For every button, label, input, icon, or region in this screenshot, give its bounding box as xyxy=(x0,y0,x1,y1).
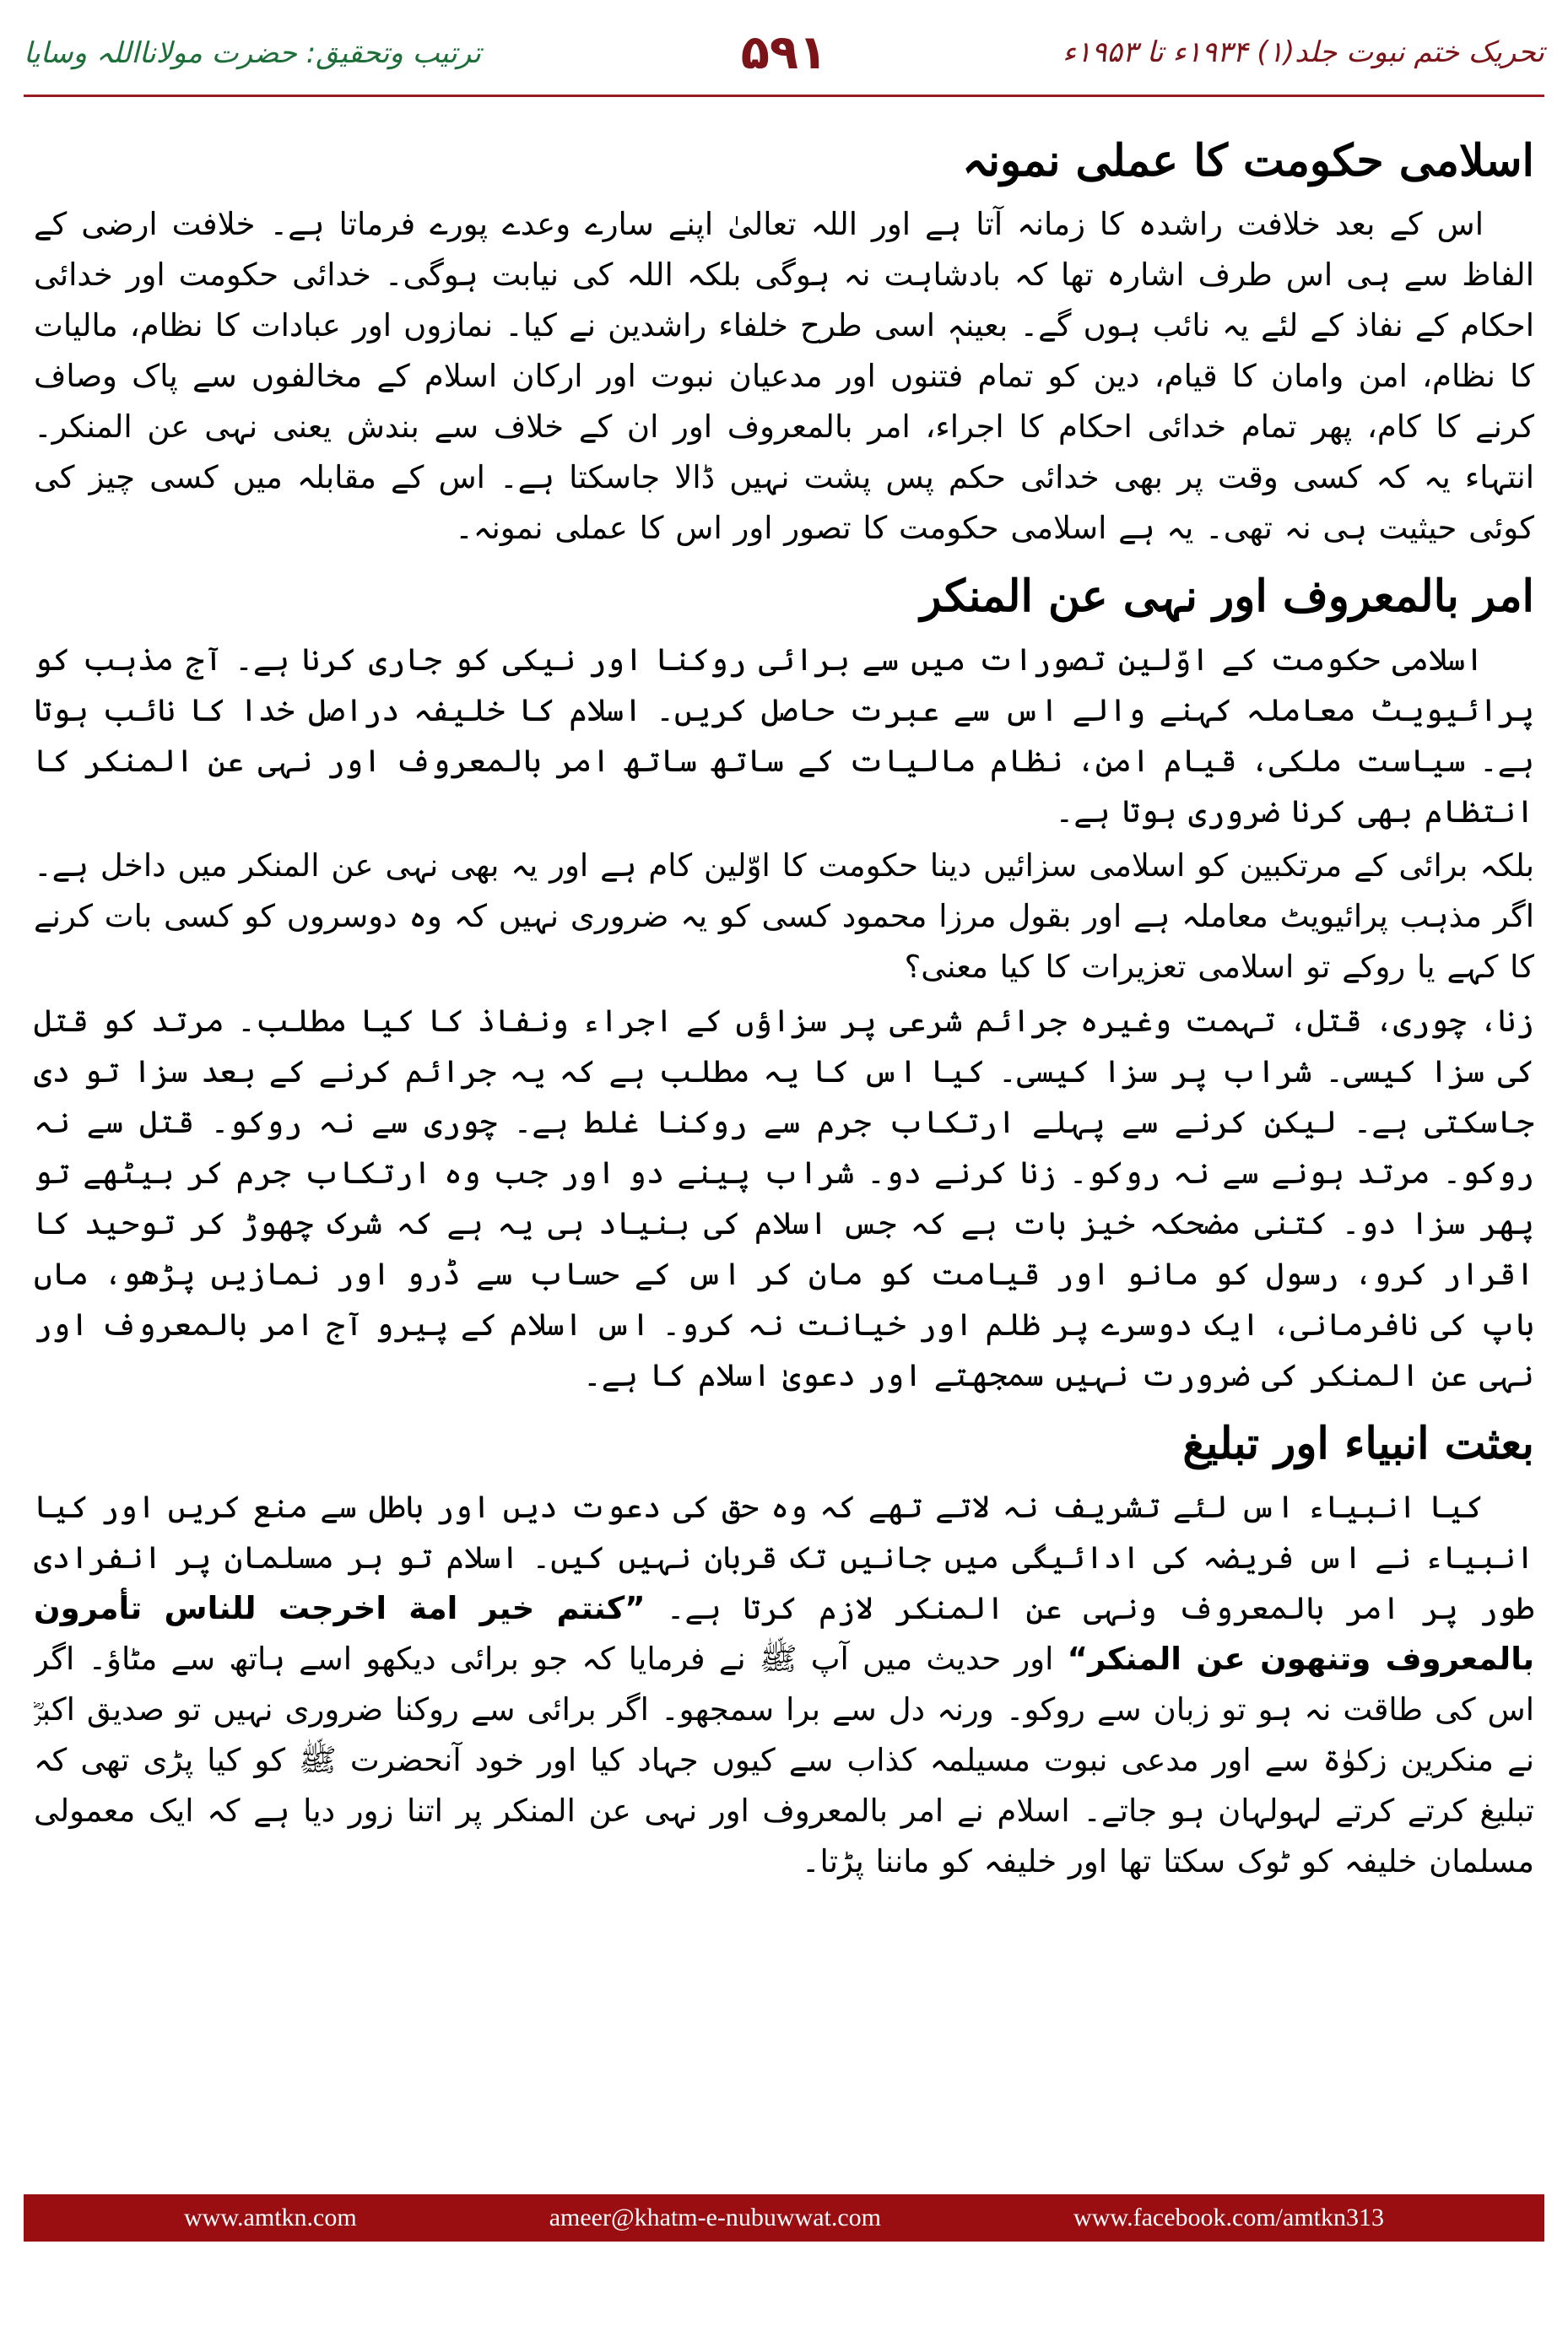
paragraph-text: کیا انبیاء اس لئے تشریف نہ لاتے تھے کہ وہ حق کی دعوت دیں اور باطل سے منع کریں اور کیا انبیاء نے اس فریضہ کی ادائیگی میں جانیں تک قربان نہیں کیں۔ اسلام تو ہر مسلمان پر انفرادی طور پر امر بالمعروف ونہی عن المنکر لازم کرتا ہے۔ xyxy=(34,1489,1534,1626)
paragraph: اس کے بعد خلافت راشدہ کا زمانہ آتا ہے اور اللہ تعالیٰ اپنے سارے وعدے پورے فرماتا ہے۔ خلافت ارضی کے الفاظ سے ہی اس طرف اشارہ تھا کہ بادشاہت نہ ہوگی بلکہ اللہ کی نیابت ہوگی۔ خدائی حکومت اور خدائی احکام کے نفاذ کے لئے یہ نائب ہوں گے۔ بعینہٖ اسی طرح خلفاء راشدین نے کیا۔ نمازوں اور عبادات کا نظام، مالیات کا نظام، امن وامان کا قیام، دین کو تمام فتنوں اور مدعیان نبوت اور ارکان اسلام کے مخالفوں سے پاک وصاف کرنے کا کام، پھر تمام خدائی احکام کا اجراء، امر بالمعروف اور ان کے خلاف سے بندش یعنی نہی عن المنکر۔ انتہاء یہ کہ کسی وقت پر بھی خدائی حکم پس پشت نہیں ڈالا جاسکتا ہے۔ اس کے مقابلہ میں کسی چیز کی کوئی حیثیت ہی نہ تھی۔ یہ ہے اسلامی حکومت کا تصور اور اس کا عملی نمونہ۔ xyxy=(34,206,1534,546)
footer-email-link[interactable]: ameer@khatm-e-nubuwwat.com xyxy=(549,2204,882,2231)
book-title: تحریک ختم نبوت جلد(۱) ۱۹۳۴ء تا ۱۹۵۳ء xyxy=(1062,35,1544,69)
page-header xyxy=(24,25,1544,84)
section-heading-amr-bil-maroof: امر بالمعروف اور نہی عن المنکر xyxy=(920,571,1534,622)
section-heading-prophets-and-tabligh: بعثت انبیاء اور تبلیغ xyxy=(1182,1418,1534,1469)
footer-bar xyxy=(24,2194,1544,2242)
footer-website-link[interactable]: www.amtkn.com xyxy=(184,2204,357,2231)
paragraph xyxy=(34,1482,1534,1887)
footer-facebook-link[interactable]: www.facebook.com/amtkn313 xyxy=(1073,2204,1384,2231)
paragraph: بلکہ برائی کے مرتکبین کو اسلامی سزائیں دینا حکومت کا اوّلین کام ہے اور یہ بھی نہی عن المنکر میں داخل ہے۔ اگر مذہب پرائیویٹ معاملہ ہے اور بقول مرزا محمود کسی کو یہ ضروری نہیں کہ وہ دوسروں کو کسی بات کرنے کا کہے یا روکے تو اسلامی تعزیرات کا کیا معنی؟ xyxy=(34,847,1534,985)
paragraph: اسلامی حکومت کے اوّلین تصورات میں سے برائی روکنا اور نیکی کو جاری کرنا ہے۔ آج مذہب کو پرائیویٹ معاملہ کہنے والے اس سے عبرت حاصل کریں۔ اسلام کا خلیفہ دراصل خدا کا نائب ہوتا ہے۔ سیاست ملکی، قیام امن، نظام مالیات کے ساتھ ساتھ امر بالمعروف اور نہی عن المنکر کا انتظام بھی کرنا ضروری ہوتا ہے۔ xyxy=(34,641,1534,830)
paragraph-text: اور حدیث میں آپ ﷺ نے فرمایا کہ جو برائی دیکھو اسے ہاتھ سے مٹاؤ۔ اگر اس کی طاقت نہ ہو تو زبان سے روکو۔ ورنہ دل سے برا سمجھو۔ اگر برائی سے روکنا ضروری نہیں تو صدیق اکبرؓ نے منکرین زکوٰۃ سے اور مدعی نبوت مسیلمہ کذاب سے کیوں جہاد کیا اور خود آنحضرت ﷺ کو کیا پڑی تھی کہ تبلیغ کرتے کرتے لہولہان ہو جاتے۔ اسلام نے امر بالمعروف اور نہی عن المنکر پر اتنا زور دیا ہے کہ ایک معمولی مسلمان خلیفہ کو ٹوک سکتا تھا اور خلیفہ کو ماننا پڑتا۔ xyxy=(34,1641,1534,1880)
quran-verse-quote: ”کنتم خیر امة اخرجت للناس تأمرون بالمعروف وتنهون عن المنكر“ xyxy=(34,1590,1534,1677)
page-body xyxy=(34,118,1534,2148)
author-credit: ترتیب وتحقیق: حضرت مولانااللہ وسایا xyxy=(24,36,481,70)
paragraph: زنا، چوری، قتل، تہمت وغیرہ جرائم شرعی پر سزاؤں کے اجراء ونفاذ کا کیا مطلب۔ مرتد کو قتل کی سزا کیسی۔ شراب پر سزا کیسی۔ کیا اس کا یہ مطلب ہے کہ یہ جرائم کرنے کے بعد سزا تو دی جاسکتی ہے۔ لیکن کرنے سے پہلے ارتکاب جرم سے روکنا غلط ہے۔ چوری سے نہ روکو۔ قتل سے نہ روکو۔ مرتد ہونے سے نہ روکو۔ زنا کرنے دو۔ شراب پینے دو اور جب وہ ارتکاب جرم کر بیٹھے تو پھر سزا دو۔ کتنی مضحکہ خیز بات ہے کہ جس اسلام کی بنیاد ہی یہ ہے کہ شرک چھوڑ کر توحید کا اقرار کرو، رسول کو مانو اور قیامت کو مان کر اس کے حساب سے ڈرو اور نمازیں پڑھو، ماں باپ کی نافرمانی، ایک دوسرے پر ظلم اور خیانت نہ کرو۔ اس اسلام کے پیرو آج امر بالمعروف اور نہی عن المنکر کی ضرورت نہیں سمجھتے اور دعویٰ اسلام کا ہے۔ xyxy=(34,1003,1534,1393)
section-heading-islamic-government: اسلامی حکومت کا عملی نمونہ xyxy=(962,135,1534,187)
page-number: ۵۹۱ xyxy=(740,25,828,80)
header-divider xyxy=(24,95,1544,97)
